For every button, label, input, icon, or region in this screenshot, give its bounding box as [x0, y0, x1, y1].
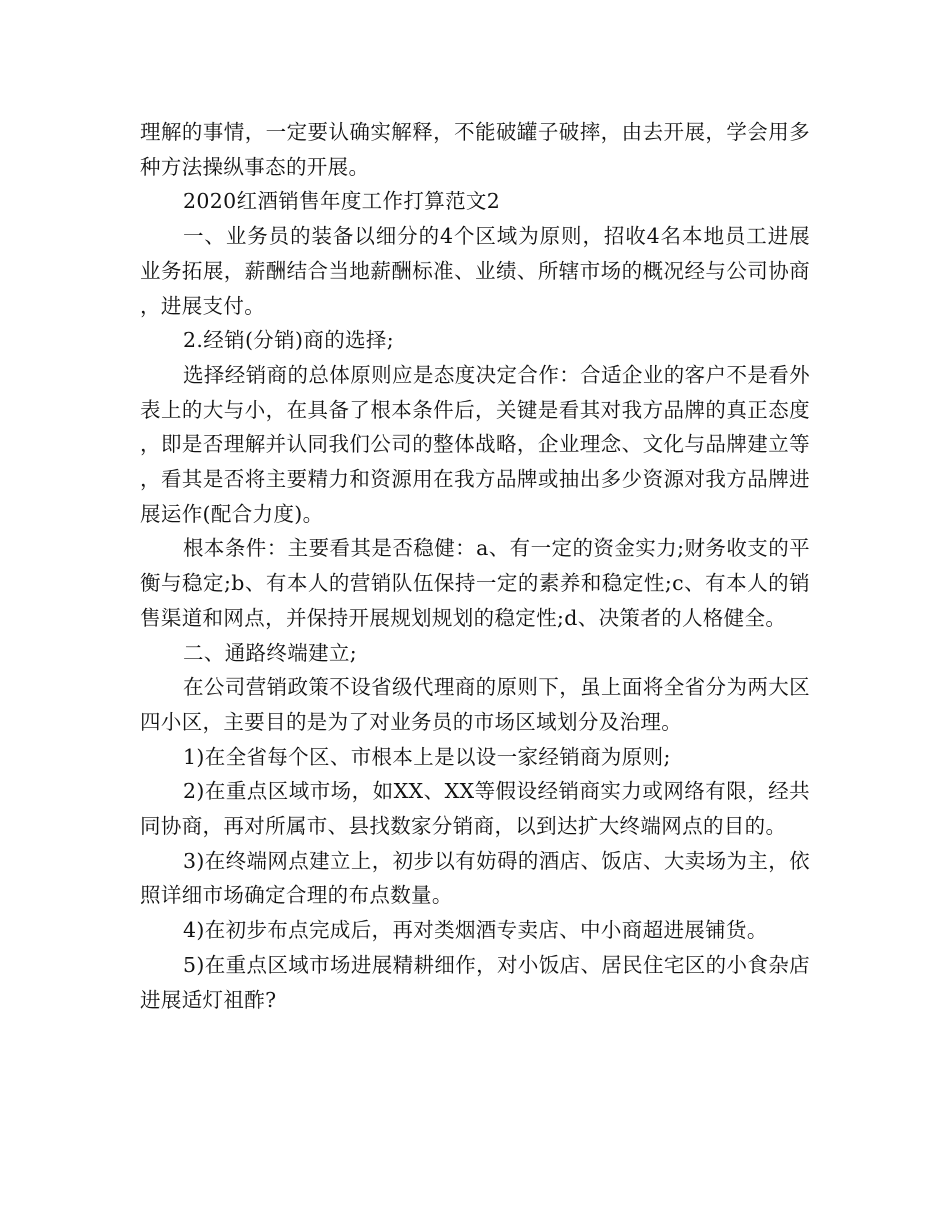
paragraph-3: 一、业务员的装备以细分的4个区域为原则，招收4名本地员工进展业务拓展，薪酬结合当地薪酬标准、业绩、所辖市场的概况经与公司协商，进展支付。 [140, 224, 810, 318]
paragraph-5: 选择经销商的总体原则应是态度决定合作：合适企业的客户不是看外表上的大与小，在具备了根本条件后，关键是看其对我方品牌的真正态度，即是否理解并认同我们公司的整体战略，企业理念、文化与品牌建立等，看其是否将主要精力和资源用在我方品牌或抽出多少资源对我方品牌进展运作(配合力度)。 [140, 362, 810, 526]
paragraph-8: 在公司营销政策不设省级代理商的原则下，虽上面将全省分为两大区四小区，主要目的是为了对业务员的市场区域划分及治理。 [140, 675, 810, 734]
list-item-4: 4)在初步布点完成后，再对类烟酒专卖店、中小商超进展铺货。 [183, 918, 768, 943]
list-item-1: 1)在全省每个区、市根本上是以设一家经销商为原则; [183, 744, 671, 769]
list-item-3: 3)在终端网点建立上，初步以有妨碍的酒店、饭店、大卖场为主，依照详细市场确定合理的布点数量。 [140, 848, 810, 908]
paragraph-4-subheading: 2.经销(分销)商的选择; [183, 328, 395, 353]
paragraph-6: 根本条件：主要看其是否稳健：a、有一定的资金实力;财务收支的平衡与稳定;b、有本人的营销队伍保持一定的素养和稳定性;c、有本人的销售渠道和网点，并保持开展规划规划的稳定性;d、决策者的人格健全。 [140, 536, 810, 630]
document-page [140, 115, 810, 1017]
list-item-5: 5)在重点区域市场进展精耕细作，对小饭店、居民住宅区的小食杂店进展适灯祖酢? [140, 952, 810, 1012]
paragraph-1: 理解的事情，一定要认确实解释，不能破罐子破摔，由去开展，学会用多种方法操纵事态的开展。 [140, 120, 810, 179]
paragraph-2-heading: 2020红酒销售年度工作打算范文2 [183, 189, 501, 214]
list-item-2: 2)在重点区域市场，如XX、XX等假设经销商实力或网络有限，经共同协商，再对所属市、县找数家分销商，以到达扩大终端网点的目的。 [140, 779, 810, 839]
paragraph-7-subheading: 二、通路终端建立; [183, 640, 358, 665]
